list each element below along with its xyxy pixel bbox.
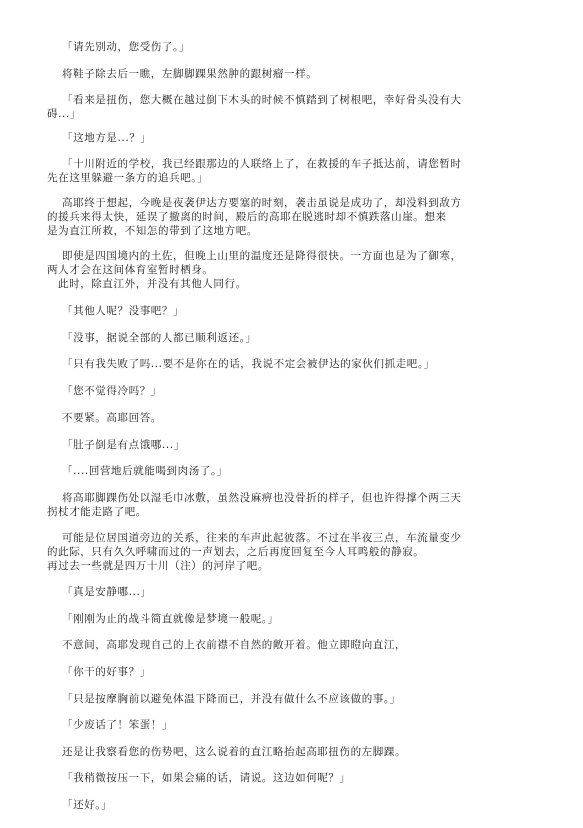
narration-line: 两人才会在这间体育室暂时栖身。 xyxy=(47,264,214,276)
dialogue-line: 碍...」 xyxy=(47,108,82,120)
narration-line: 此时，除直江外，并没有其他人同行。 xyxy=(58,278,247,290)
narration-line: 拐杖才能走路了吧。 xyxy=(47,506,147,518)
dialogue-line: 「少废话了！笨蛋！」 xyxy=(62,719,173,731)
narration-line: 的援兵来得太快，延误了撤离的时间，殿后的高耶在脱逃时却不慎跌落山崖。想来 xyxy=(47,211,447,223)
dialogue-line: 「真是安静哪...」 xyxy=(62,586,152,598)
narration-line: 再过去一些就是四万十川（注）的河岸了吧。 xyxy=(47,560,269,572)
dialogue-line: 「还好。」 xyxy=(62,799,113,811)
dialogue-line: 「这地方是...？」 xyxy=(62,132,152,144)
dialogue-line: 「....回营地后就能喝到肉汤了。」 xyxy=(62,465,228,477)
dialogue-line: 「您不觉得冷吗？」 xyxy=(62,385,162,397)
narration-line: 即使是四国境内的土佐，但晚上山里的温度还是降得很快。一方面也是为了御寒， xyxy=(62,250,462,262)
dialogue-line: 「没事，据说全部的人都已顺利返还。」 xyxy=(62,332,257,344)
dialogue-line: 「只是按摩胸前以避免体温下降而已，并没有做什么不应该做的事。」 xyxy=(62,693,401,705)
dialogue-line: 先在这里躲避一条方的追兵吧。」 xyxy=(47,172,209,184)
dialogue-line: 「我稍微按压一下，如果会痛的话，请说。这边如何呢？」 xyxy=(62,772,351,784)
dialogue-line: 「十川附近的学校，我已经跟那边的人联络上了，在救援的车子抵达前，请您暂时 xyxy=(62,158,462,170)
narration-line: 高耶终于想起，今晚是夜袭伊达方要塞的时刻，袭击虽说是成功了，却没料到敌方 xyxy=(62,197,462,209)
dialogue-line: 「其他人呢？没事吧？」 xyxy=(62,305,185,317)
dialogue-line: 「只有我失败了吗...要不是你在的话，我说不定会被伊达的家伙们抓走吧。」 xyxy=(62,358,435,370)
dialogue-line: 「肚子倒是有点饿哪...」 xyxy=(62,439,185,451)
dialogue-line: 「你干的好事？」 xyxy=(62,666,151,678)
dialogue-line: 「请先别动，您受伤了。」 xyxy=(62,41,190,53)
dialogue-line: 「刚刚为止的战斗简直就像是梦境一般呢。」 xyxy=(62,613,279,625)
narration-line: 的此际，只有久久呼啸而过的一声划去，之后再度回复至今人耳鸣般的静寂。 xyxy=(47,546,425,558)
narration-line: 将鞋子除去后一瞧，左脚脚踝果然肿的跟树瘤一样。 xyxy=(62,68,318,80)
narration-line: 还是让我察看您的伤势吧，这么说着的直江略抬起高耶扭伤的左脚踝。 xyxy=(62,746,407,758)
narration-line: 不要紧。高耶回答。 xyxy=(62,412,162,424)
narration-line: 是为直江所救，不知怎的带到了这地方吧。 xyxy=(47,225,258,237)
narration-line: 可能是位居国道旁边的关系，往来的车声此起彼落。不过在半夜三点，车流量变少 xyxy=(62,532,462,544)
narration-line: 不意间，高耶发现自己的上衣前襟不自然的敞开着。他立即瞪向直江， xyxy=(62,639,407,651)
narration-line: 将高耶脚踝伤处以湿毛巾冰敷，虽然没麻痹也没骨折的样子，但也许得撑个两三天 xyxy=(62,492,462,504)
dialogue-line: 「看来是扭伤，您大概在越过倒下木头的时候不慎踏到了树根吧，幸好骨头没有大 xyxy=(62,94,462,106)
